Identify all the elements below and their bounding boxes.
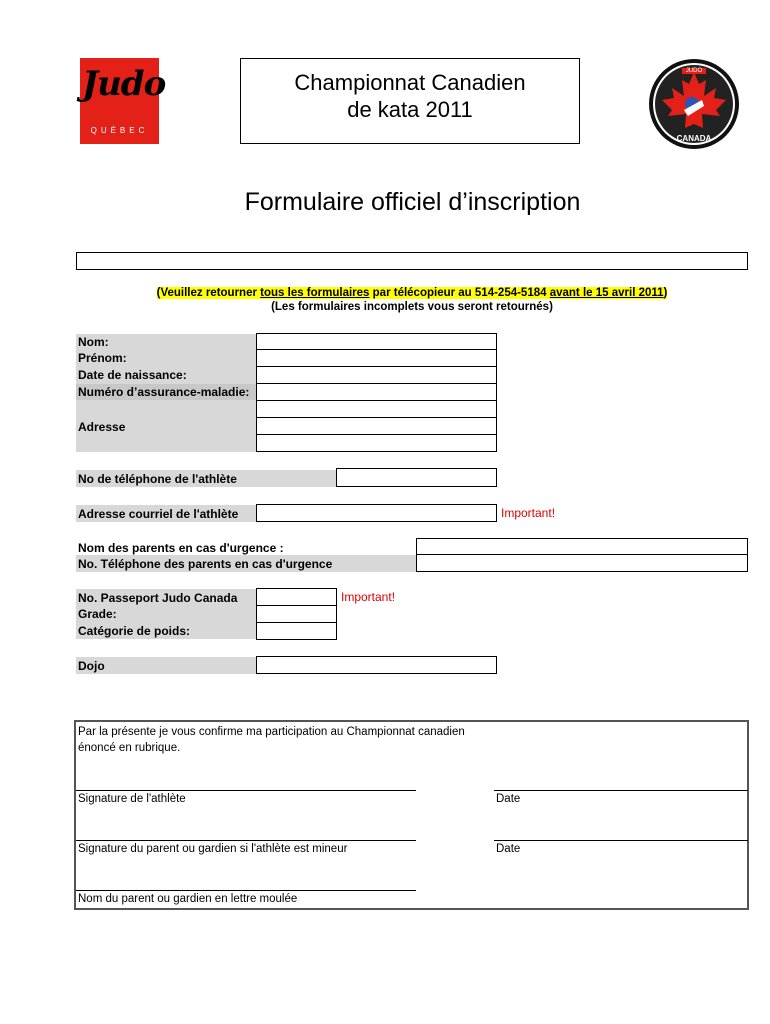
date-line-2 [494,840,748,841]
label-parents: Nom des parents en cas d'urgence : [78,541,284,555]
date-naissance-input[interactable] [256,366,497,384]
confirmation-text-line-2: énoncé en rubrique. [78,742,181,754]
tel-parents-input[interactable] [416,554,748,572]
adresse-input-line-2[interactable] [256,417,497,435]
label-prenom: Prénom: [78,351,127,365]
adresse-input-line-1[interactable] [256,400,497,418]
signature-parent-line [76,840,416,841]
label-assurance-maladie: Numéro d’assurance-maladie: [76,384,256,400]
signature-parent-label: Signature du parent ou gardien si l'athlète est mineur [78,843,348,855]
confirmation-text-line-1: Par la présente je vous confirme ma participation au Championnat canadien [78,726,465,738]
date-line-1 [494,790,748,791]
telephone-input[interactable] [336,468,497,487]
title-line-2: de kata 2011 [347,97,473,122]
judo-canada-logo [648,58,740,150]
courriel-input[interactable] [256,504,497,522]
label-categorie: Catégorie de poids: [78,624,191,638]
signature-athlete-label: Signature de l'athlète [78,793,186,805]
signature-athlete-line [76,790,416,791]
nom-parent-line [76,890,416,891]
dojo-input[interactable] [256,656,497,674]
instructions-line-2: (Les formulaires incomplets vous seront retournés) [271,301,553,313]
label-nom: Nom: [78,335,109,349]
judo-canada-top-text: JUDO [682,68,706,74]
label-tel-parents: No. Téléphone des parents en cas d'urgence [78,557,333,571]
label-courriel: Adresse courriel de l'athlète [78,507,239,521]
label-dojo: Dojo [78,659,105,673]
nom-parent-label: Nom du parent ou gardien en lettre moulée [78,893,298,905]
judo-canada-bottom-text: CANADA [676,134,712,143]
instructions-line-1: (Veuillez retourner tous les formulaires par télécopieur au 514-254-5184 avant le 15 avril 2011) [156,287,668,299]
passeport-input[interactable] [256,588,337,606]
nom-input[interactable] [256,333,497,350]
title-box [240,58,580,144]
parents-input[interactable] [416,538,748,555]
judo-quebec-logo [80,58,166,144]
instructions [76,286,748,314]
prenom-input[interactable] [256,349,497,367]
label-grade: Grade: [78,607,117,621]
label-date-naissance: Date de naissance: [78,368,187,382]
label-telephone: No de téléphone de l'athlète [78,472,237,486]
title-line-1: Championnat Canadien [294,70,526,95]
label-passeport: No. Passeport Judo Canada [78,591,238,605]
important-note-courriel: Important! [501,506,556,520]
date-label-1: Date [496,793,521,805]
important-note-passeport: Important! [341,590,396,604]
assurance-maladie-input[interactable] [256,383,497,401]
form-title: Formulaire officiel d’inscription [244,188,581,216]
categorie-input[interactable] [256,622,337,640]
top-input-bar[interactable] [76,252,748,270]
adresse-input-line-3[interactable] [256,434,497,452]
judo-quebec-logo-text: Judo [82,64,166,104]
judo-quebec-logo-subtext: QUÉBEC [90,126,149,135]
date-label-2: Date [496,843,521,855]
label-adresse: Adresse [78,420,126,434]
grade-input[interactable] [256,605,337,623]
